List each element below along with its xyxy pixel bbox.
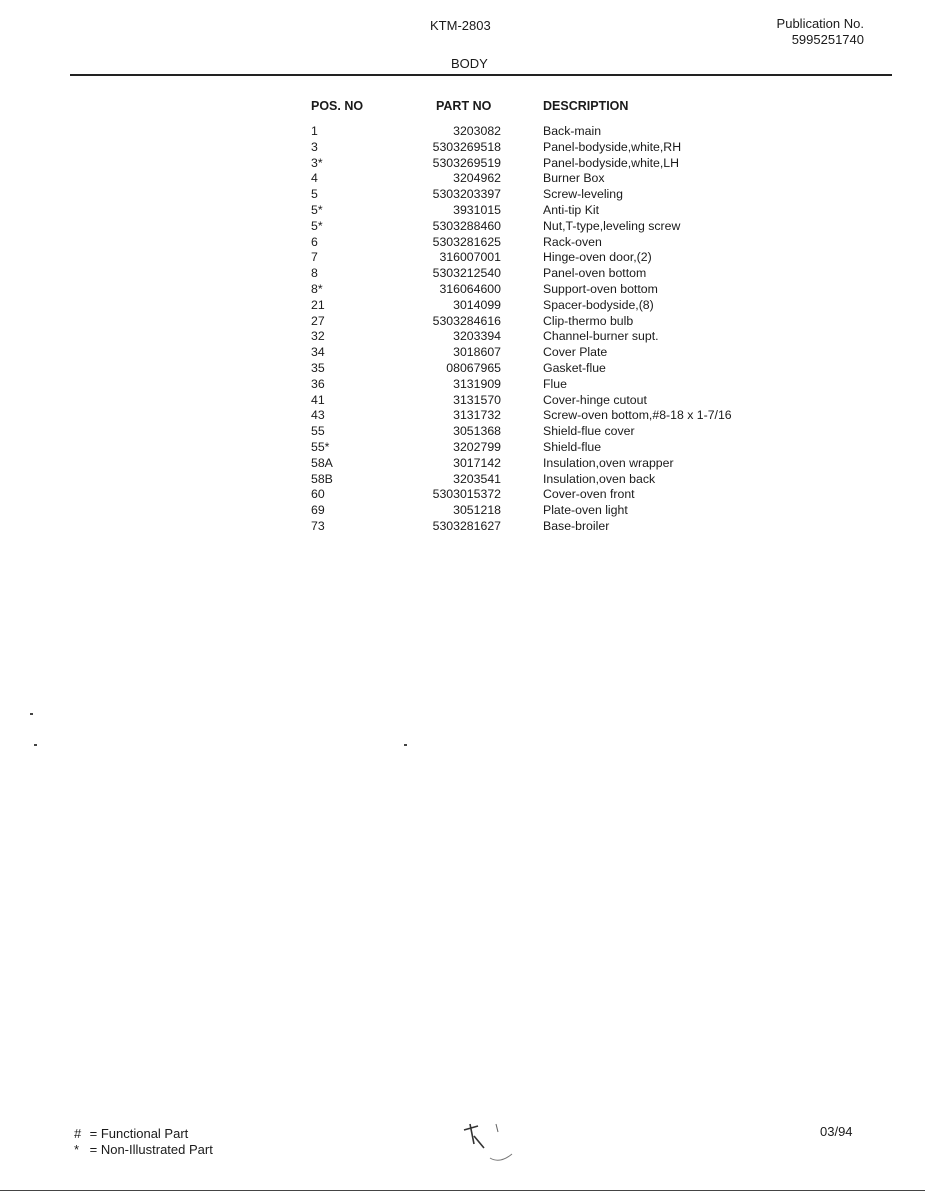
table-row xyxy=(0,314,925,330)
position-number: 8* xyxy=(311,281,323,296)
legend xyxy=(74,1126,213,1158)
part-description: Burner Box xyxy=(543,171,605,186)
part-description: Cover-oven front xyxy=(543,487,635,502)
scribble-mark-icon xyxy=(460,1118,530,1168)
part-number: 3051218 xyxy=(453,503,501,518)
footer-divider xyxy=(0,1190,925,1191)
part-number: 5303288460 xyxy=(432,218,501,233)
position-number: 5* xyxy=(311,218,323,233)
part-description: Cover-hinge cutout xyxy=(543,392,647,407)
part-description: Shield-flue xyxy=(543,439,602,454)
position-number: 60 xyxy=(311,487,325,502)
footer-date: 03/94 xyxy=(820,1124,853,1139)
part-description: Panel-oven bottom xyxy=(543,266,647,281)
part-description: Screw-oven bottom,#8-18 x 1-7/16 xyxy=(543,408,732,423)
legend-symbol: * xyxy=(74,1142,80,1157)
table-row xyxy=(0,187,925,203)
legend-text: = Functional Part xyxy=(89,1126,189,1141)
parts-table xyxy=(0,124,925,535)
position-number: 4 xyxy=(311,171,318,186)
table-row xyxy=(0,424,925,440)
position-number: 41 xyxy=(311,392,325,407)
part-number: 316064600 xyxy=(439,281,501,296)
table-row xyxy=(0,235,925,251)
position-number: 58A xyxy=(311,455,333,470)
part-description: Channel-burner supt. xyxy=(543,329,659,344)
part-number: 5303281627 xyxy=(432,518,501,533)
publication-label: Publication No. xyxy=(776,16,864,31)
table-row xyxy=(0,519,925,535)
table-row xyxy=(0,393,925,409)
part-number: 3051368 xyxy=(453,424,501,439)
column-header-part: PART NO xyxy=(436,99,492,113)
position-number: 55* xyxy=(311,439,330,454)
position-number: 3 xyxy=(311,139,318,154)
part-description: Screw-leveling xyxy=(543,187,623,202)
scan-speck xyxy=(30,713,33,715)
table-row xyxy=(0,377,925,393)
column-header-description: DESCRIPTION xyxy=(543,99,629,113)
part-description: Spacer-bodyside,(8) xyxy=(543,297,654,312)
table-row xyxy=(0,266,925,282)
legend-text: = Non-Illustrated Part xyxy=(89,1142,213,1157)
position-number: 43 xyxy=(311,408,325,423)
table-row xyxy=(0,503,925,519)
part-description: Gasket-flue xyxy=(543,360,606,375)
table-row xyxy=(0,487,925,503)
table-row xyxy=(0,171,925,187)
table-row xyxy=(0,329,925,345)
part-number: 3014099 xyxy=(453,297,501,312)
position-number: 21 xyxy=(311,297,325,312)
table-row xyxy=(0,282,925,298)
publication-number: 5995251740 xyxy=(791,32,864,47)
position-number: 6 xyxy=(311,234,318,249)
part-number: 5303281625 xyxy=(432,234,501,249)
part-number: 5303203397 xyxy=(432,187,501,202)
table-row xyxy=(0,219,925,235)
scan-speck xyxy=(34,744,37,746)
position-number: 69 xyxy=(311,503,325,518)
position-number: 27 xyxy=(311,313,325,328)
part-number: 5303284616 xyxy=(432,313,501,328)
part-number: 5303269518 xyxy=(432,139,501,154)
position-number: 32 xyxy=(311,329,325,344)
scan-speck xyxy=(404,744,407,746)
part-number: 5303212540 xyxy=(432,266,501,281)
part-description: Insulation,oven wrapper xyxy=(543,455,674,470)
part-number: 3018607 xyxy=(453,345,501,360)
part-description: Rack-oven xyxy=(543,234,602,249)
part-number: 5303015372 xyxy=(432,487,501,502)
header-divider xyxy=(70,74,892,76)
part-number: 3131570 xyxy=(453,392,501,407)
part-description: Insulation,oven back xyxy=(543,471,656,486)
position-number: 73 xyxy=(311,518,325,533)
part-description: Panel-bodyside,white,RH xyxy=(543,139,682,154)
part-number: 3203541 xyxy=(453,471,501,486)
table-row xyxy=(0,361,925,377)
part-description: Support-oven bottom xyxy=(543,281,658,296)
table-row xyxy=(0,124,925,140)
position-number: 7 xyxy=(311,250,318,265)
table-row xyxy=(0,156,925,172)
part-number: 3204962 xyxy=(453,171,501,186)
part-number: 316007001 xyxy=(439,250,501,265)
position-number: 8 xyxy=(311,266,318,281)
table-row xyxy=(0,250,925,266)
table-row xyxy=(0,203,925,219)
table-row xyxy=(0,408,925,424)
position-number: 5* xyxy=(311,202,323,217)
part-description: Shield-flue cover xyxy=(543,424,635,439)
legend-item-functional xyxy=(74,1126,213,1142)
part-description: Back-main xyxy=(543,124,602,138)
legend-symbol: # xyxy=(74,1126,82,1141)
part-description: Plate-oven light xyxy=(543,503,628,518)
position-number: 1 xyxy=(311,124,318,138)
table-row xyxy=(0,345,925,361)
part-number: 3931015 xyxy=(453,202,501,217)
part-description: Anti-tip Kit xyxy=(543,202,600,217)
position-number: 34 xyxy=(311,345,325,360)
model-number: KTM-2803 xyxy=(430,18,491,33)
position-number: 36 xyxy=(311,376,325,391)
table-row xyxy=(0,298,925,314)
part-number: 5303269519 xyxy=(432,155,501,170)
position-number: 3* xyxy=(311,155,323,170)
part-description: Flue xyxy=(543,376,567,391)
legend-item-non-illustrated xyxy=(74,1142,213,1158)
part-number: 3203082 xyxy=(453,124,501,138)
section-title: BODY xyxy=(451,56,488,71)
table-row xyxy=(0,140,925,156)
position-number: 35 xyxy=(311,360,325,375)
part-number: 08067965 xyxy=(446,360,501,375)
part-description: Panel-bodyside,white,LH xyxy=(543,155,680,170)
part-description: Nut,T-type,leveling screw xyxy=(543,218,681,233)
table-row xyxy=(0,456,925,472)
part-description: Cover Plate xyxy=(543,345,608,360)
column-header-pos: POS. NO xyxy=(311,99,364,113)
part-description: Clip-thermo bulb xyxy=(543,313,634,328)
part-description: Hinge-oven door,(2) xyxy=(543,250,652,265)
part-number: 3131909 xyxy=(453,376,501,391)
table-row xyxy=(0,472,925,488)
part-number: 3203394 xyxy=(453,329,501,344)
part-number: 3017142 xyxy=(453,455,501,470)
publication-block xyxy=(700,16,864,48)
part-description: Base-broiler xyxy=(543,518,610,533)
part-number: 3131732 xyxy=(453,408,501,423)
position-number: 5 xyxy=(311,187,318,202)
table-row xyxy=(0,440,925,456)
part-number: 3202799 xyxy=(453,439,501,454)
position-number: 55 xyxy=(311,424,325,439)
position-number: 58B xyxy=(311,471,333,486)
